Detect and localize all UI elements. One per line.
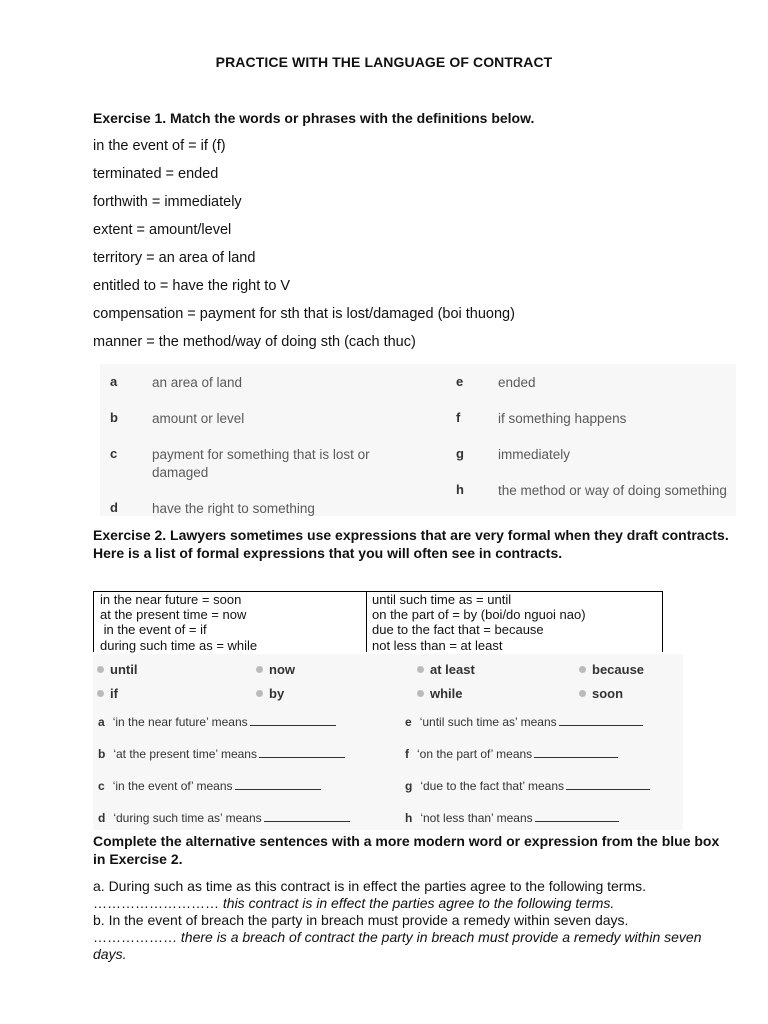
match-letter: b — [110, 410, 118, 425]
question-letter: e — [405, 715, 412, 729]
answer-blank[interactable] — [566, 779, 650, 790]
expression-item: at the present time = now — [100, 607, 247, 623]
question-letter: h — [405, 811, 413, 825]
definition-item: terminated = ended — [93, 166, 219, 182]
match-text: the method or way of doing something — [498, 483, 727, 498]
sentence-a-original: a. During such as time as this contract is in effect the parties agree to the following terms. — [93, 878, 647, 894]
question-text: ‘not less than’ means — [420, 811, 533, 825]
exercise2-heading: Exercise 2. Lawyers sometimes use expressions that are very formal when they draft contracts. Here is a list of formal expressions that you will often see in contracts. — [93, 527, 729, 561]
answer-blank[interactable] — [535, 811, 619, 822]
word-option — [256, 686, 284, 701]
question-item — [405, 779, 650, 793]
match-text: ended — [498, 375, 536, 390]
complete-heading: Complete the alternative sentences with a more modern word or expression from the blue box in Exercise 2. — [93, 833, 720, 867]
word-text: at least — [430, 662, 475, 677]
question-text: ‘in the event of’ means — [112, 779, 233, 793]
bullet-dot-icon — [417, 690, 424, 697]
answer-blank[interactable] — [559, 715, 643, 726]
question-letter: b — [98, 747, 106, 761]
word-text: if — [110, 686, 118, 701]
answer-blank[interactable] — [259, 747, 345, 758]
question-item — [98, 715, 336, 729]
word-text: now — [269, 662, 295, 677]
match-text: have the right to something — [152, 501, 315, 516]
question-letter: g — [405, 779, 413, 793]
match-text: an area of land — [152, 375, 243, 390]
definition-item: territory = an area of land — [93, 250, 256, 266]
expression-item: in the near future = soon — [100, 592, 242, 607]
match-text: amount or level — [152, 411, 245, 426]
bullet-dot-icon — [97, 666, 104, 673]
match-letter: c — [110, 446, 118, 461]
question-text: ‘on the part of’ means — [417, 747, 533, 761]
match-text: immediately — [498, 447, 571, 462]
match-letter: d — [110, 500, 118, 515]
expression-item: not less than = at least — [372, 637, 503, 653]
match-letter: f — [456, 410, 461, 425]
match-letter: g — [456, 446, 464, 461]
word-option — [417, 686, 463, 701]
expression-item: on the part of = by (boi/do nguoi nao) — [372, 607, 586, 623]
answer-blank[interactable] — [264, 811, 350, 822]
question-item — [405, 747, 618, 761]
sentence-a-rewrite — [93, 895, 733, 912]
question-text: ‘during such time as’ means — [113, 811, 262, 825]
word-option — [256, 662, 295, 677]
question-letter: d — [98, 811, 106, 825]
word-text: until — [110, 662, 138, 677]
question-text: ‘in the near future’ means — [112, 715, 248, 729]
bullet-dot-icon — [579, 666, 586, 673]
bullet-dot-icon — [97, 690, 104, 697]
expression-item: in the event of = if — [100, 622, 207, 638]
column-divider — [366, 592, 367, 652]
page-title: PRACTICE WITH THE LANGUAGE OF CONTRACT — [215, 54, 553, 70]
match-letter: h — [456, 482, 464, 497]
question-item — [405, 715, 643, 729]
sentence-b-answer: there is a breach of contract the party in breach must provide a remedy within seven days. — [93, 929, 702, 962]
word-text: because — [592, 662, 645, 677]
bullet-dot-icon — [256, 690, 263, 697]
expression-item: due to the fact that = because — [372, 622, 544, 638]
question-letter: f — [405, 747, 409, 761]
question-text: ‘until such time as’ means — [419, 715, 557, 729]
word-option — [97, 662, 137, 677]
word-option — [97, 686, 118, 701]
question-item — [98, 779, 321, 793]
definition-item: forthwith = immediately — [93, 194, 242, 210]
definition-item: entitled to = have the right to V — [93, 278, 291, 294]
sentence-b-original: b. In the event of breach the party in breach must provide a remedy within seven days. — [93, 912, 629, 928]
word-option — [579, 686, 623, 701]
definition-item: extent = amount/level — [93, 222, 232, 238]
word-option — [417, 662, 475, 677]
match-letter: e — [456, 374, 464, 389]
word-option — [579, 662, 644, 677]
question-item — [98, 747, 345, 761]
expression-item: during such time as = while — [100, 637, 258, 653]
word-text: soon — [592, 686, 624, 701]
match-text: if something happens — [498, 411, 627, 426]
answer-blank[interactable] — [534, 747, 618, 758]
sentence-b-rewrite — [93, 929, 733, 963]
definitions-list — [93, 138, 515, 362]
bullet-dot-icon — [579, 690, 586, 697]
expression-item: until such time as = until — [372, 592, 512, 607]
definition-item: manner = the method/way of doing sth (cach thuc) — [93, 334, 416, 350]
matching-definitions-box — [100, 364, 736, 516]
definition-item: in the event of = if (f) — [93, 138, 226, 154]
expressions-column-right — [372, 592, 586, 653]
question-item — [405, 811, 619, 825]
alternative-sentences — [93, 878, 733, 963]
answer-blank[interactable] — [250, 715, 336, 726]
bullet-dot-icon — [256, 666, 263, 673]
word-options-box — [93, 654, 683, 830]
question-text: ‘at the present time’ means — [113, 747, 257, 761]
formal-expressions-box — [93, 591, 663, 652]
question-item — [98, 811, 350, 825]
question-letter: a — [98, 715, 105, 729]
match-text: payment for something that is lost or damaged — [152, 447, 370, 480]
exercise1-heading: Exercise 1. Match the words or phrases with the definitions below. — [93, 110, 535, 126]
question-letter: c — [98, 779, 105, 793]
sentence-a-answer: this contract is in effect the parties agree to the following terms. — [219, 895, 615, 911]
answer-blank[interactable] — [235, 779, 321, 790]
answer-dots[interactable]: ……………… — [93, 929, 177, 945]
word-text: by — [269, 686, 285, 701]
word-text: while — [430, 686, 463, 701]
answer-dots[interactable]: ……………………… — [93, 895, 219, 911]
match-letter: a — [110, 374, 118, 389]
definition-item: compensation = payment for sth that is lost/damaged (boi thuong) — [93, 306, 515, 322]
expressions-column-left — [100, 592, 257, 653]
question-text: ‘due to the fact that’ means — [420, 779, 564, 793]
bullet-dot-icon — [417, 666, 424, 673]
